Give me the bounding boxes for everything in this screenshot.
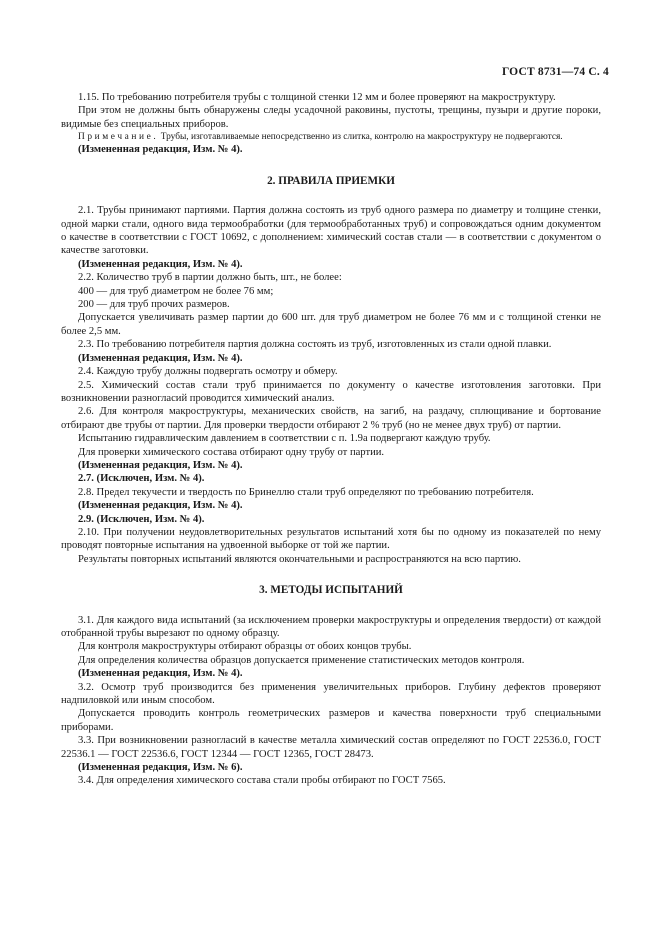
- paragraph-1-15: 1.15. По требованию потребителя трубы с толщиной стенки 12 мм и более проверяют на макроструктуру.: [78, 92, 556, 103]
- paragraph-2-2: 2.2. Количество труб в партии должно быть, шт., не более:: [78, 272, 342, 284]
- paragraph-2-4: 2.4. Каждую трубу должны подвергать осмотру и обмеру.: [78, 366, 338, 378]
- paragraph-2-8: 2.8. Предел текучести и твердость по Бринеллю стали труб определяют по требованию потребителя.: [78, 486, 534, 498]
- paragraph-2-5: 2.5. Химический состав стали труб принимается по документу о качестве изготовления заготовки. При возникновении разногласий проводится химический анализ.: [61, 379, 601, 404]
- paragraph-3-4: 3.4. Для определения химического состава стали пробы отбирают по ГОСТ 7565.: [78, 775, 446, 787]
- paragraph-2-10: 2.10. При получении неудовлетворительных результатов испытаний хотя бы по одному из показателей по нему проводят повторные испытания на удвоенной выборке от той же партии.: [61, 526, 601, 552]
- paragraph-defects: При этом не должны быть обнаружены следы усадочной раковины, пустоты, трещины, пузыри и другие пороки, видимые без специальных приборов.: [61, 105, 601, 130]
- paragraph-2-7: 2.7. (Исключен, Изм. № 4).: [78, 473, 205, 485]
- paragraph-3-2-a: Допускается проводить контроль геометрических размеров и качества поверхности труб специальными приборами.: [61, 708, 601, 733]
- paragraph-2-9: 2.9. (Исключен, Изм. № 4).: [78, 513, 205, 525]
- revision-note: (Измененная редакция, Изм. № 6).: [78, 762, 243, 774]
- paragraph-2-1: 2.1. Трубы принимают партиями. Партия должна состоять из труб одного размера по диаметру и толщине стенки, одной марки стали, одного вида термообработки (для термообработанных труб) и сопровождаться одним документом о качестве в соответствии с ГОСТ 10692, с дополнением: химический состав стали — в соответствии с документом о качестве заготовки.: [61, 205, 601, 257]
- paragraph-3-1: 3.1. Для каждого вида испытаний (за исключением проверки макроструктуры и определения твердости) от каждой отобранной трубы вырезают по одному образцу.: [61, 614, 601, 640]
- paragraph-2-3: 2.3. По требованию потребителя партия должна состоять из труб, изготовленных из стали одной плавки.: [78, 339, 552, 351]
- section-3-heading: 3. МЕТОДЫ ИСПЫТАНИЙ: [259, 584, 403, 597]
- paragraph-3-1-b: Для определения количества образцов допускается применение статистических методов контроля.: [78, 654, 525, 666]
- revision-note: (Измененная редакция, Изм. № 4).: [78, 500, 243, 512]
- paragraph-3-1-a: Для контроля макроструктуры отбирают образцы от обоих концов трубы.: [78, 641, 412, 653]
- paragraph-2-2-b: 200 — для труб прочих размеров.: [78, 299, 230, 311]
- paragraph-2-10-a: Результаты повторных испытаний являются окончательными и распространяются на всю партию.: [78, 553, 521, 565]
- section-2-heading: 2. ПРАВИЛА ПРИЕМКИ: [267, 174, 395, 187]
- revision-note: (Измененная редакция, Изм. № 4).: [78, 459, 243, 471]
- document-body: [61, 91, 601, 788]
- paragraph-2-2-a: 400 — для труб диаметром не более 76 мм;: [78, 285, 274, 297]
- paragraph-2-6-b: Для проверки химического состава отбирают одну трубу от партии.: [78, 446, 385, 458]
- paragraph-2-2-c: Допускается увеличивать размер партии до 600 шт. для труб диаметром не более 76 мм и с толщиной стенки не более 2,5 мм.: [61, 312, 601, 337]
- paragraph-2-6: 2.6. Для контроля макроструктуры, механических свойств, на загиб, на раздачу, сплющивание и бортование отбирают две трубы от партии. Для проверки твердости отбирают 2 % труб (но не менее двух труб) от партии.: [61, 406, 601, 431]
- note-paragraph: [61, 131, 601, 143]
- paragraph-3-2: 3.2. Осмотр труб производится без применения увеличительных приборов. Глубину дефектов проверяют надпиловкой или иным способом.: [61, 681, 601, 707]
- revision-note: (Измененная редакция, Изм. № 4).: [78, 258, 243, 270]
- paragraph-3-3: 3.3. При возникновении разногласий в качестве металла химический состав определяют по ГОСТ 22536.0, ГОСТ 22536.1 — ГОСТ 22536.6, ГОСТ 12344 — ГОСТ 12365, ГОСТ 28473.: [61, 735, 601, 760]
- revision-note: (Измененная редакция, Изм. № 4).: [78, 352, 243, 364]
- paragraph-2-6-a: Испытанию гидравлическим давлением в соответствии с п. 1.9а подвергают каждую трубу.: [78, 433, 491, 445]
- note-label: Примечание.: [78, 132, 159, 143]
- page-header: ГОСТ 8731—74 С. 4: [501, 66, 609, 78]
- note-text: Трубы, изготавливаемые непосредственно из слитка, контролю на макроструктуру не подвергаются.: [158, 132, 563, 143]
- revision-note: (Измененная редакция, Изм. № 4).: [78, 668, 243, 680]
- revision-note: (Измененная редакция, Изм. № 4).: [78, 144, 243, 156]
